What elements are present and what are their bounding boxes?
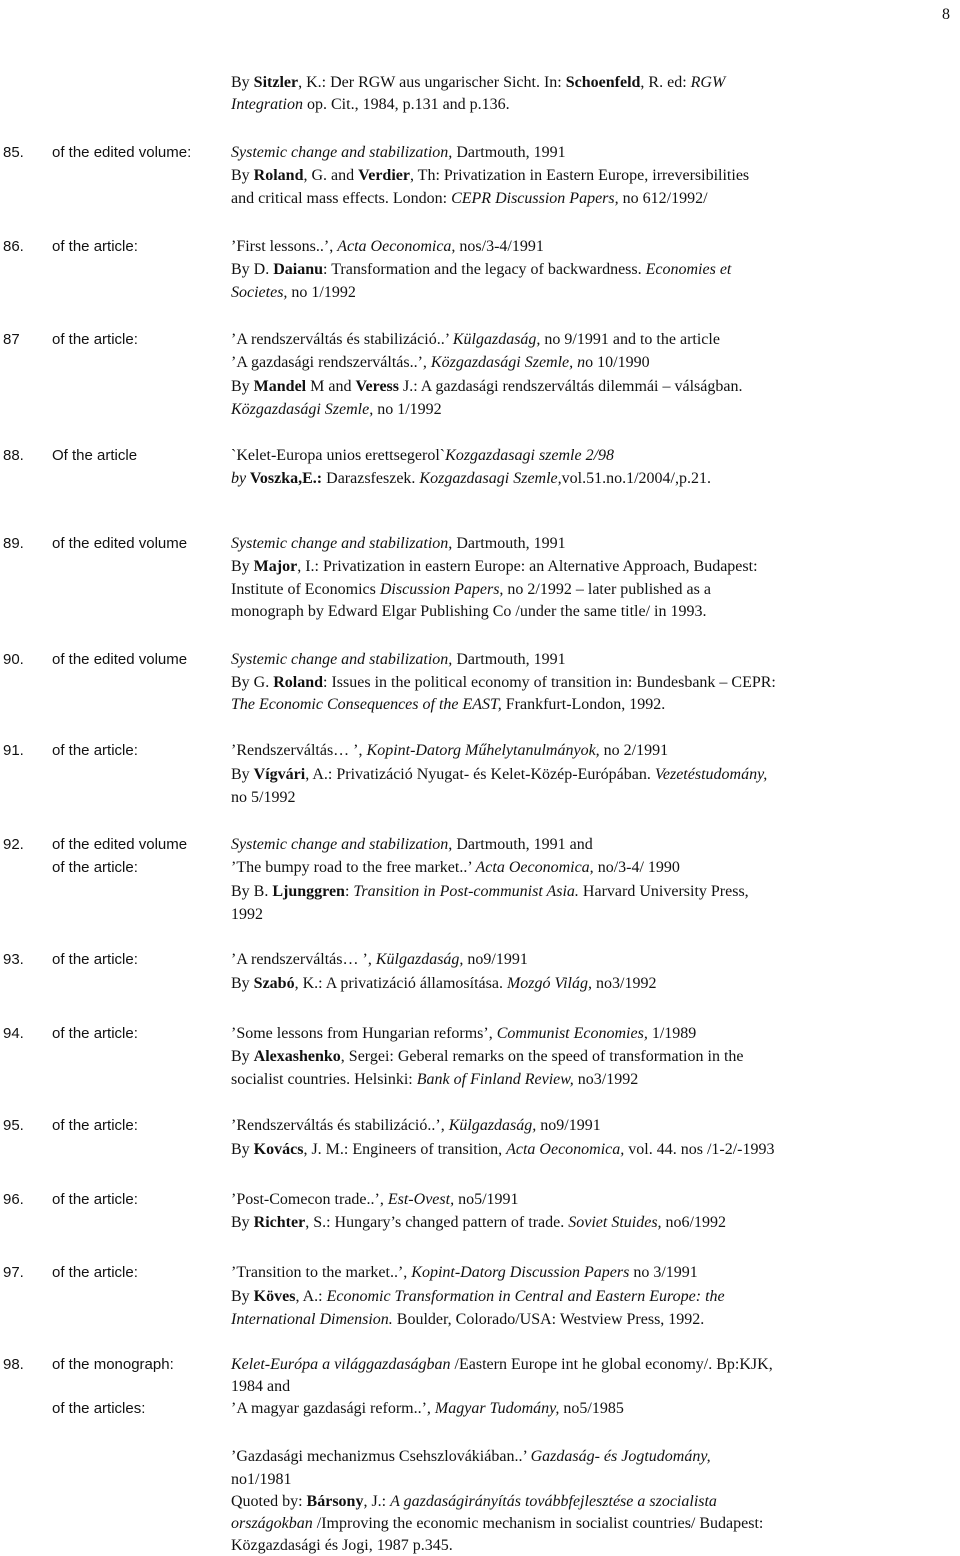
entry-number: 93.	[3, 951, 24, 968]
entry-line: Systemic change and stabilization, Dartmouth, 1991	[231, 535, 566, 552]
page-number: 8	[942, 6, 950, 23]
entry-line: ’First lessons..’, Acta Oeconomica, nos/3-4/1991	[231, 238, 544, 255]
entry-line: Quoted by: Bársony, J.: A gazdaságirányítás továbbfejlesztése a szocialista	[231, 1493, 717, 1510]
entry-line: By D. Daianu: Transformation and the legacy of backwardness. Economies et	[231, 261, 732, 278]
entry-line: By G. Roland: Issues in the political economy of transition in: Bundesbank – CEPR:	[231, 674, 776, 691]
entry-label: of the article:	[52, 1025, 138, 1042]
entry-line: ’Rendszerváltás és stabilizáció..’, Külgazdaság, no9/1991	[231, 1117, 601, 1134]
entry-line: ’A magyar gazdasági reform..’, Magyar Tudomány, no5/1985	[231, 1400, 624, 1417]
entry-line: monograph by Edward Elgar Publishing Co /under the same title/ in 1993.	[231, 603, 707, 620]
entry-line: Systemic change and stabilization, Dartmouth, 1991	[231, 144, 566, 161]
entry-line: Közgazdasági és Jogi, 1987 p.345.	[231, 1537, 453, 1554]
entry-label: of the article:	[52, 1264, 138, 1281]
entry-label: of the article:	[52, 742, 138, 759]
entry-line: no1/1981	[231, 1471, 292, 1488]
entry-line: International Dimension. Boulder, Colorado/USA: Westview Press, 1992.	[231, 1311, 705, 1328]
entry-number: 85.	[3, 144, 24, 161]
entry-line: Systemic change and stabilization, Dartmouth, 1991	[231, 651, 566, 668]
entry-line: By Roland, G. and Verdier, Th: Privatization in Eastern Europe, irreversibilities	[231, 167, 750, 184]
entry-number: 91.	[3, 742, 24, 759]
entry-line: `Kelet-Europa unios erettsegerol`Kozgazdasagi szemle 2/98	[231, 447, 615, 464]
entry-line: By Köves, A.: Economic Transformation in Central and Eastern Europe: the	[231, 1288, 725, 1305]
entry-line: ’Some lessons from Hungarian reforms’, Communist Economies, 1/1989	[231, 1025, 697, 1042]
entry-line: ’Gazdasági mechanizmus Csehszlovákiában..’ Gazdaság- és Jogtudomány,	[231, 1448, 711, 1465]
entry-line: By Vígvári, A.: Privatizáció Nyugat- és Kelet-Közép-Európában. Vezetéstudomány,	[231, 766, 768, 783]
entry-number: 98.	[3, 1356, 24, 1373]
intro-line-2: Integration op. Cit., 1984, p.131 and p.136.	[231, 96, 510, 113]
entry-line: ’Rendszerváltás… ’, Kopint-Datorg Műhelytanulmányok, no 2/1991	[231, 742, 669, 759]
entry-line: By B. Ljunggren: Transition in Post-communist Asia. Harvard University Press,	[231, 883, 749, 900]
entry-number: 94.	[3, 1025, 24, 1042]
entry-label: of the edited volume	[52, 836, 188, 853]
entry-label: of the edited volume:	[52, 144, 192, 161]
entry-number: 97.	[3, 1264, 24, 1281]
entry-label: of the monograph:	[52, 1356, 174, 1373]
entry-line: by Voszka,E.: Darazsfeszek. Kozgazdasagi Szemle,vol.51.no.1/2004/,p.21.	[231, 470, 711, 487]
entry-number: 92.	[3, 836, 24, 853]
entry-number: 89.	[3, 535, 24, 552]
entry-line: ’Post-Comecon trade..’, Est-Ovest, no5/1991	[231, 1191, 519, 1208]
entry-label: Of the article	[52, 447, 138, 464]
entry-line: ’A gazdasági rendszerváltás..’, Közgazdasági Szemle, no 10/1990	[231, 354, 650, 371]
entry-label: of the article:	[52, 1117, 138, 1134]
entry-line: By Major, I.: Privatization in eastern Europe: an Alternative Approach, Budapest:	[231, 558, 758, 575]
entry-label-2: of the articles:	[52, 1400, 146, 1417]
entry-number: 86.	[3, 238, 24, 255]
entry-label: of the article:	[52, 331, 138, 348]
entry-label: of the article:	[52, 1191, 138, 1208]
entry-line: 1984 and	[231, 1378, 291, 1395]
entry-label: of the edited volume	[52, 535, 188, 552]
entry-line: ’A rendszerváltás és stabilizáció..’ Külgazdaság, no 9/1991 and to the article	[231, 331, 720, 348]
entry-label-2: of the article:	[52, 859, 138, 876]
intro-line-1: By Sitzler, K.: Der RGW aus ungarischer Sicht. In: Schoenfeld, R. ed: RGW	[231, 74, 726, 91]
entry-line: ’A rendszerváltás… ’, Külgazdaság, no9/1991	[231, 951, 528, 968]
entry-number: 90.	[3, 651, 24, 668]
entry-line: By Kovács, J. M.: Engineers of transition, Acta Oeconomica, vol. 44. nos /1-2/-1993	[231, 1141, 775, 1158]
entry-line: Közgazdasági Szemle, no 1/1992	[231, 401, 442, 418]
entry-label: of the edited volume	[52, 651, 188, 668]
entry-line: By Alexashenko, Sergei: Geberal remarks on the speed of transformation in the	[231, 1048, 744, 1065]
entry-line: 1992	[231, 906, 263, 923]
entry-line: Institute of Economics Discussion Papers, no 2/1992 – later published as a	[231, 581, 711, 598]
entry-line: socialist countries. Helsinki: Bank of Finland Review, no3/1992	[231, 1071, 639, 1088]
entry-line: Societes, no 1/1992	[231, 284, 356, 301]
entry-line: Systemic change and stabilization, Dartmouth, 1991 and	[231, 836, 593, 853]
entry-number: 96.	[3, 1191, 24, 1208]
entry-line: Kelet-Európa a világgazdaságban /Eastern Europe int he global economy/. Bp:KJK,	[231, 1356, 773, 1373]
entry-number: 87	[3, 331, 20, 348]
entry-number: 95.	[3, 1117, 24, 1134]
entry-line: By Richter, S.: Hungary’s changed pattern of trade. Soviet Stuides, no6/1992	[231, 1214, 726, 1231]
entry-line: ’The bumpy road to the free market..’ Acta Oeconomica, no/3-4/ 1990	[231, 859, 680, 876]
entry-line: ’Transition to the market..’, Kopint-Datorg Discussion Papers no 3/1991	[231, 1264, 698, 1281]
entry-label: of the article:	[52, 238, 138, 255]
entry-line: országokban /Improving the economic mechanism in socialist countries/ Budapest:	[231, 1515, 764, 1532]
entry-line: The Economic Consequences of the EAST, Frankfurt-London, 1992.	[231, 696, 666, 713]
entry-line: and critical mass effects. London: CEPR Discussion Papers, no 612/1992/	[231, 190, 708, 207]
entry-line: no 5/1992	[231, 789, 296, 806]
entry-label: of the article:	[52, 951, 138, 968]
entry-line: By Mandel M and Veress J.: A gazdasági rendszerváltás dilemmái – válságban.	[231, 378, 743, 395]
entry-line: By Szabó, K.: A privatizáció államosítása. Mozgó Világ, no3/1992	[231, 975, 657, 992]
entry-number: 88.	[3, 447, 24, 464]
